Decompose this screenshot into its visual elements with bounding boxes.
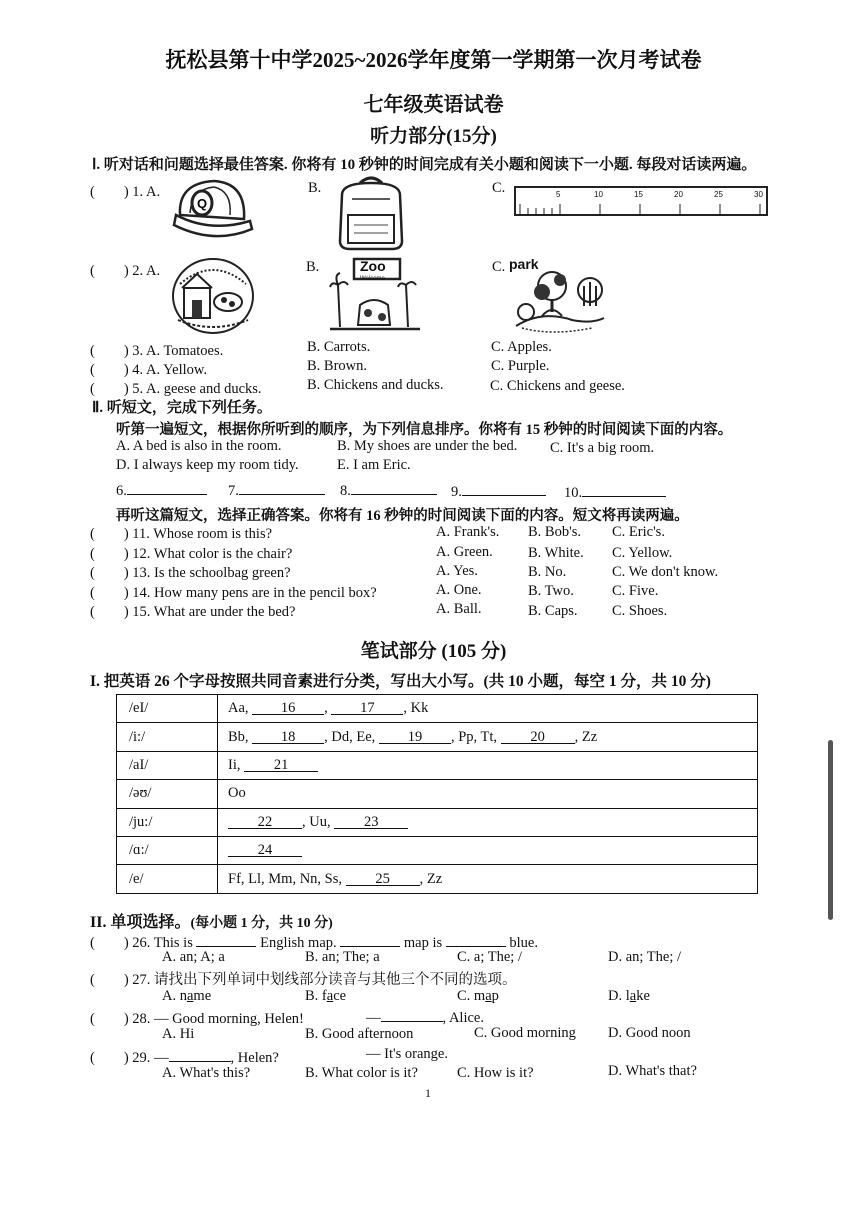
page-number: 1 bbox=[425, 1086, 431, 1100]
table-row bbox=[117, 836, 758, 864]
q28-stem: ( ) 28. — Good morning, Helen! bbox=[90, 1011, 304, 1027]
q26-option-b: B. an; The; a bbox=[305, 949, 380, 965]
phoneme-table bbox=[116, 694, 758, 894]
q27-option-c-suffix: p bbox=[491, 988, 499, 1004]
q29-label: ( ) 29. — bbox=[90, 1050, 169, 1066]
q27-option-a bbox=[162, 988, 211, 1005]
letters-cell bbox=[218, 836, 758, 864]
q11-question: ( ) 11. Whose room is this? bbox=[90, 526, 273, 542]
info-option-d: D. I always keep my room tidy. bbox=[116, 457, 299, 473]
q26-label: ( ) 26. This is bbox=[90, 935, 193, 951]
q29-option-a: A. What's this? bbox=[162, 1065, 251, 1081]
letters-cell bbox=[218, 808, 758, 836]
q2-label: ( ) 2. A. bbox=[90, 263, 161, 279]
ruler-tick-25: 25 bbox=[714, 190, 723, 199]
zoo-welcome-text: Welcome bbox=[360, 276, 385, 282]
info-option-b: B. My shoes are under the bed. bbox=[337, 438, 518, 454]
answer-blank-18[interactable]: 18 bbox=[252, 729, 324, 744]
answer-blank-25[interactable]: 25 bbox=[346, 871, 420, 886]
written-part2-heading: II. 单项选择。 bbox=[90, 914, 191, 931]
q26-text-1: English map. bbox=[260, 935, 337, 951]
q11-option-b: B. Bob's. bbox=[528, 524, 581, 540]
q3-option-b: B. Carrots. bbox=[307, 339, 371, 355]
q12-option-a: A. Green. bbox=[436, 544, 493, 560]
q28-blank[interactable] bbox=[381, 1007, 443, 1022]
listening-part2-heading: Ⅱ. 听短文，完成下列任务。 bbox=[92, 400, 272, 416]
q13-question: ( ) 13. Is the schoolbag green? bbox=[90, 565, 291, 581]
q14-option-a: A. One. bbox=[436, 582, 482, 598]
letters-text: Ff, Ll, Mm, Nn, Ss, bbox=[228, 870, 343, 887]
q3-option-c: C. Apples. bbox=[491, 339, 552, 355]
q13-option-c: C. We don't know. bbox=[612, 564, 719, 580]
letters-text: , Zz bbox=[574, 728, 598, 745]
q28-reply-prefix: — bbox=[366, 1010, 381, 1026]
q2-option-b: B. bbox=[306, 259, 320, 275]
letters-text: , bbox=[324, 700, 328, 717]
q14-option-b: B. Two. bbox=[528, 583, 574, 599]
q5-option-c: C. Chickens and geese. bbox=[490, 378, 625, 394]
q26-text-3: blue. bbox=[509, 935, 538, 951]
written-part1-heading: I. 把英语 26 个字母按照共同音素进行分类，写出大小写。(共 10 小题，每空 1 分，共 10 分) bbox=[90, 673, 711, 690]
table-row bbox=[117, 723, 758, 751]
q27-option-d-suffix: ke bbox=[636, 988, 650, 1004]
answer-blank-20[interactable]: 20 bbox=[501, 729, 575, 744]
q29-stem bbox=[90, 1046, 279, 1067]
q4-label: ( ) 4. A. Yellow. bbox=[90, 362, 208, 378]
q27-option-c-underlined: a bbox=[485, 988, 492, 1004]
table-row bbox=[117, 695, 758, 723]
q27-option-b-prefix: B. f bbox=[305, 988, 327, 1004]
ruler-tick-15: 15 bbox=[634, 190, 643, 199]
letters-text: Ii, bbox=[228, 756, 241, 773]
order-blank-7[interactable] bbox=[228, 480, 325, 500]
answer-blank-23[interactable]: 23 bbox=[334, 814, 408, 829]
q28-reply-suffix: , Alice. bbox=[442, 1010, 484, 1026]
letters-cell bbox=[218, 723, 758, 751]
q2-option-c: C. bbox=[492, 259, 506, 275]
exam-subtitle: 七年级英语试卷 bbox=[363, 94, 504, 116]
letters-text: Oo bbox=[228, 785, 246, 802]
written-part2-note: (每小题 1 分，共 10 分) bbox=[190, 916, 333, 931]
q15-option-b: B. Caps. bbox=[528, 603, 578, 619]
answer-blank-17[interactable]: 17 bbox=[331, 700, 403, 715]
q27-option-d-underlined: a bbox=[629, 988, 637, 1004]
written-title: 笔试部分 (105 分) bbox=[360, 641, 507, 662]
q27-stem: ( ) 27. 请找出下列单词中划线部分读音与其他三个不同的选项。 bbox=[90, 972, 517, 988]
q26-option-d: D. an; The; / bbox=[608, 949, 682, 965]
written-part2-header bbox=[90, 909, 333, 932]
q28-option-a: A. Hi bbox=[162, 1026, 195, 1042]
q15-question: ( ) 15. What are under the bed? bbox=[90, 604, 296, 620]
listening-part2-instruction1: 听第一遍短文，根据你所听到的顺序，为下列信息排序。你将有 15 秒钟的时间阅读下面的内容。 bbox=[116, 422, 733, 438]
park-image bbox=[512, 266, 608, 336]
phoneme-symbol: /ɑ:/ bbox=[117, 836, 218, 864]
q29-option-c: C. How is it? bbox=[457, 1065, 534, 1081]
q1-label: ( ) 1. A. bbox=[90, 184, 161, 200]
q15-option-c: C. Shoes. bbox=[612, 603, 668, 619]
answer-blank-22[interactable]: 22 bbox=[228, 814, 302, 829]
answer-blank-24[interactable]: 24 bbox=[228, 842, 302, 857]
order-blank-7-number: 7. bbox=[228, 483, 239, 499]
q15-option-a: A. Ball. bbox=[436, 601, 482, 617]
q12-option-b: B. White. bbox=[528, 545, 584, 561]
q27-option-b-suffix: ce bbox=[333, 988, 347, 1004]
q26-text-2: map is bbox=[403, 935, 443, 951]
q4-option-b: B. Brown. bbox=[307, 358, 368, 374]
q11-option-c: C. Eric's. bbox=[612, 524, 665, 540]
order-blank-10-number: 10. bbox=[564, 485, 583, 501]
letters-text: , Zz bbox=[419, 870, 443, 887]
q29-blank[interactable] bbox=[169, 1047, 231, 1062]
table-row bbox=[117, 808, 758, 836]
q26-blank-2[interactable] bbox=[340, 932, 400, 947]
q27-option-b-underlined: a bbox=[326, 988, 334, 1004]
order-blank-6-number: 6. bbox=[116, 483, 127, 499]
q14-question: ( ) 14. How many pens are in the pencil box? bbox=[90, 585, 377, 601]
table-row bbox=[117, 751, 758, 779]
ruler-tick-5: 5 bbox=[556, 190, 561, 199]
exam-title: 抚松县第十中学2025~2026学年度第一学期第一次月考试卷 bbox=[165, 48, 702, 72]
q27-option-c-prefix: C. m bbox=[457, 988, 486, 1004]
q26-option-c: C. a; The; / bbox=[457, 949, 522, 965]
q27-option-a-underlined: a bbox=[186, 988, 194, 1004]
q27-option-a-prefix: A. n bbox=[162, 988, 187, 1004]
answer-blank-19[interactable]: 19 bbox=[379, 729, 451, 744]
q26-blank-1[interactable] bbox=[196, 932, 256, 947]
order-blank-10[interactable] bbox=[564, 482, 666, 502]
q27-option-a-suffix: me bbox=[193, 988, 212, 1004]
q27-option-d bbox=[608, 988, 650, 1005]
phoneme-symbol: /aI/ bbox=[117, 751, 218, 779]
info-option-e: E. I am Eric. bbox=[337, 457, 411, 473]
letters-cell bbox=[218, 695, 758, 723]
answer-blank-16[interactable]: 16 bbox=[252, 700, 324, 715]
q27-option-d-prefix: D. l bbox=[608, 988, 630, 1004]
order-blank-8-number: 8. bbox=[340, 483, 351, 499]
q28-option-b: B. Good afternoon bbox=[305, 1026, 414, 1042]
svg-text:Q: Q bbox=[197, 196, 208, 211]
listening-part1-heading: Ⅰ. 听对话和问题选择最佳答案. 你将有 10 秒钟的时间完成有关小题和阅读下一小题. 每段对话读两遍。 bbox=[92, 157, 757, 173]
q1-option-c: C. bbox=[492, 180, 506, 196]
phoneme-symbol: /eI/ bbox=[117, 695, 218, 723]
backpack-image bbox=[334, 175, 408, 251]
cap-image bbox=[170, 175, 256, 247]
q28-option-d: D. Good noon bbox=[608, 1025, 691, 1041]
order-blank-9-number: 9. bbox=[451, 484, 462, 500]
q11-option-a: A. Frank's. bbox=[436, 524, 500, 540]
q29-option-d: D. What's that? bbox=[608, 1063, 697, 1079]
q5-option-b: B. Chickens and ducks. bbox=[307, 377, 444, 393]
order-blank-8[interactable] bbox=[340, 480, 437, 500]
letters-text: , Uu, bbox=[302, 813, 331, 830]
q28-option-c: C. Good morning bbox=[474, 1025, 576, 1041]
q27-option-b bbox=[305, 988, 346, 1005]
ruler-tick-20: 20 bbox=[674, 190, 683, 199]
phoneme-symbol: /əʊ/ bbox=[117, 780, 218, 808]
letters-text: , Kk bbox=[403, 700, 429, 717]
q26-blank-3[interactable] bbox=[446, 932, 506, 947]
listening-part2-instruction2: 再听这篇短文，选择正确答案。你将有 16 秒钟的时间阅读下面的内容。短文将再读两遍。 bbox=[116, 508, 689, 524]
q12-question: ( ) 12. What color is the chair? bbox=[90, 546, 293, 562]
letters-text: Aa, bbox=[228, 700, 249, 717]
q27-option-c bbox=[457, 988, 499, 1005]
info-option-c: C. It's a big room. bbox=[550, 440, 655, 456]
farm-image bbox=[170, 254, 256, 334]
ruler-tick-30: 30 bbox=[754, 190, 763, 199]
q12-option-c: C. Yellow. bbox=[612, 545, 673, 561]
answer-blank-21[interactable]: 21 bbox=[244, 757, 318, 772]
q29-reply: — It's orange. bbox=[366, 1046, 448, 1062]
q28-reply bbox=[366, 1007, 484, 1027]
q4-option-c: C. Purple. bbox=[491, 358, 550, 374]
zoo-sign-text: Zoo bbox=[360, 258, 386, 274]
table-row bbox=[117, 865, 758, 893]
q3-label: ( ) 3. A. Tomatoes. bbox=[90, 343, 224, 359]
q29-text: , Helen? bbox=[230, 1050, 279, 1066]
q26-option-a: A. an; A; a bbox=[162, 949, 225, 965]
table-row bbox=[117, 780, 758, 808]
letters-text: , Dd, Ee, bbox=[324, 728, 376, 745]
letters-text: , Pp, Tt, bbox=[450, 728, 498, 745]
phoneme-symbol: /ju:/ bbox=[117, 808, 218, 836]
letters-cell bbox=[218, 780, 758, 808]
listening-title: 听力部分(15分) bbox=[370, 126, 497, 147]
q5-label: ( ) 5. A. geese and ducks. bbox=[90, 381, 262, 397]
order-blank-9[interactable] bbox=[451, 481, 546, 501]
letters-cell bbox=[218, 751, 758, 779]
park-label: park bbox=[509, 256, 539, 272]
q29-option-b: B. What color is it? bbox=[305, 1065, 418, 1081]
letters-text: Bb, bbox=[228, 728, 249, 745]
q13-option-a: A. Yes. bbox=[436, 563, 478, 579]
phoneme-symbol: /i:/ bbox=[117, 723, 218, 751]
q1-option-b: B. bbox=[308, 180, 322, 196]
q14-option-c: C. Five. bbox=[612, 583, 659, 599]
ruler-tick-10: 10 bbox=[594, 190, 603, 199]
order-blank-6[interactable] bbox=[116, 480, 207, 500]
vertical-scrollbar[interactable] bbox=[828, 740, 833, 920]
info-option-a: A. A bed is also in the room. bbox=[116, 438, 282, 454]
letters-cell bbox=[218, 865, 758, 893]
phoneme-symbol: /e/ bbox=[117, 865, 218, 893]
q13-option-b: B. No. bbox=[528, 564, 567, 580]
